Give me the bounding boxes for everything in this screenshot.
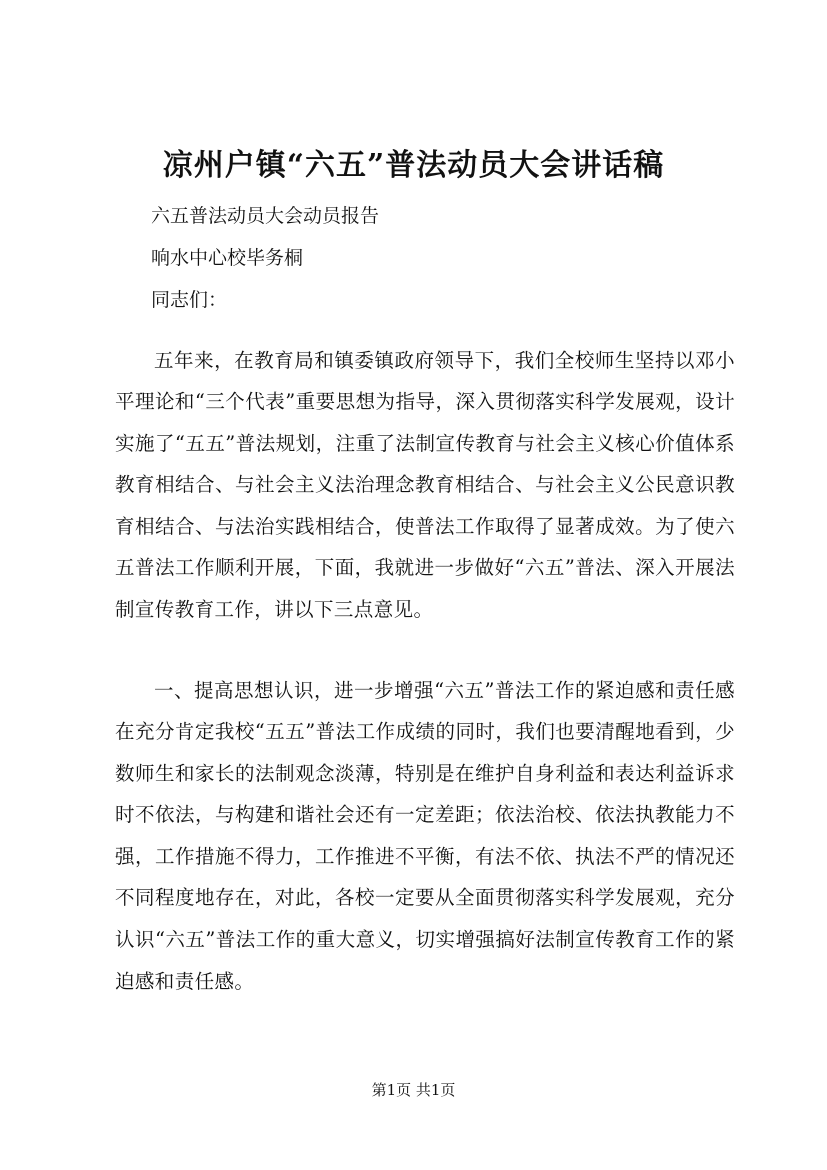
body-paragraph: 五年来，在教育局和镇委镇政府领导下，我们全校师生坚持以邓小平理论和“三个代表”重要思想为指导，深入贯彻落实科学发展观，设计实施了“五五”普法规划，注重了法制宣传教育与社会主义核心价值体系教育相结合、与社会主义法治理念教育相结合、与社会主义公民意识教育相结合、与法治实践相结合，使普法工作取得了显著成效。为了使六五普法工作顺利开展，下面，我就进一步做好“六五”普法、深入开展法制宣传教育工作，讲以下三点意见。 <box>115 348 735 622</box>
page-footer: 第1页 共1页 <box>371 1081 456 1099</box>
document-author: 响水中心校毕务桐 <box>151 247 304 269</box>
greeting: 同志们： <box>151 289 228 311</box>
document-title: 凉州户镇“六五”普法动员大会讲话稿 <box>162 148 665 183</box>
document-subtitle: 六五普法动员大会动员报告 <box>151 205 380 227</box>
body-paragraph: 一、提高思想认识，进一步增强“六五”普法工作的紧迫感和责任感在充分肯定我校“五五”普法工作成绩的同时，我们也要清醒地看到，少数师生和家长的法制观念淡薄，特别是在维护自身利益和表达利益诉求时不依法，与构建和谐社会还有一定差距；依法治校、依法执教能力不强，工作措施不得力，工作推进不平衡，有法不依、执法不严的情况还不同程度地存在，对此，各校一定要从全面贯彻落实科学发展观，充分认识“六五”普法工作的重大意义，切实增强搞好法制宣传教育工作的紧迫感和责任感。 <box>115 678 735 993</box>
